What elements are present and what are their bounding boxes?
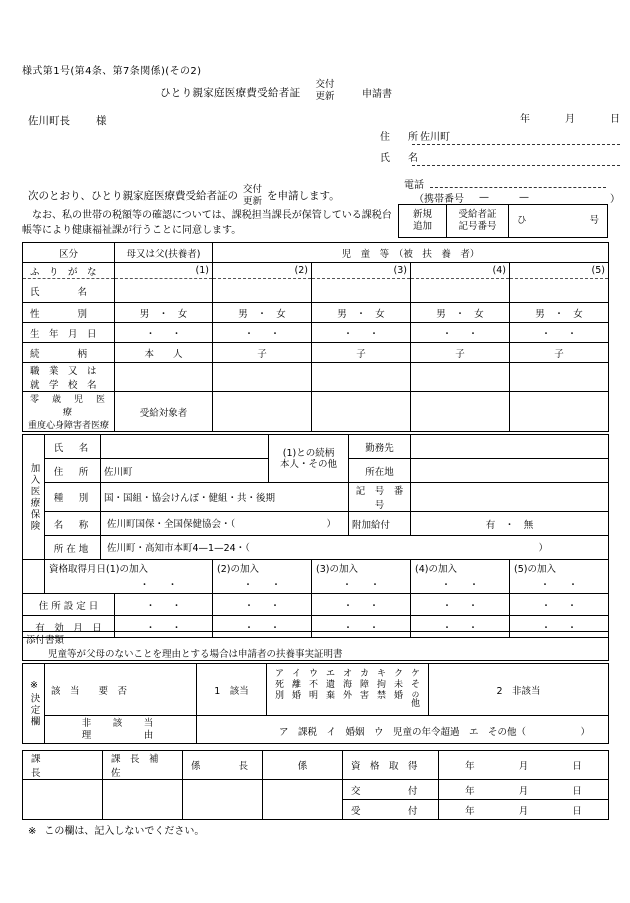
- approval-row-label-2: 受 付: [343, 800, 439, 820]
- renew-label: 更新: [315, 91, 335, 102]
- occupation-cell-3[interactable]: [312, 363, 411, 392]
- kana-item-7[interactable]: ク 未 婚: [393, 669, 403, 701]
- approval-label-kacho-hosa: 課 長 補 佐: [103, 751, 183, 780]
- label-disability-care: 重度心身障害者医療: [27, 421, 109, 431]
- request-text-after: を申請します。: [267, 190, 340, 202]
- attachment-cell: [23, 632, 609, 661]
- occupation-cell-4[interactable]: [411, 363, 510, 392]
- benefit-cell-2[interactable]: [213, 392, 312, 432]
- gender-cell-1[interactable]: 男 ・ 女: [115, 303, 213, 323]
- row-acquire-date: [23, 560, 609, 594]
- address-prefill: 佐川町: [420, 132, 450, 143]
- birthdate-cell-1[interactable]: ・ ・: [115, 323, 213, 343]
- insurance-label-insurer-address: 所在地: [45, 536, 101, 560]
- attachment-row: [23, 632, 609, 661]
- relationship-cell-2: 子: [213, 343, 312, 363]
- insurance-table: [22, 434, 609, 560]
- approval-row-date-2[interactable]: 年 月 日: [439, 800, 609, 820]
- insurance-symbol-number-label: 記 号 番 号: [349, 483, 411, 512]
- birthdate-cell-5[interactable]: ・ ・: [510, 323, 609, 343]
- occupation-cell-5[interactable]: [510, 363, 609, 392]
- benefit-target-label: 受給対象者: [115, 392, 213, 432]
- address-set-date-3[interactable]: ・ ・: [312, 594, 411, 616]
- request-issue-label: 交付: [243, 184, 263, 195]
- persons-table: [22, 242, 609, 432]
- acquire-date-cell-1[interactable]: 資格取得月日(1)の加入 ・ ・: [45, 560, 213, 594]
- telephone-block: [404, 176, 620, 204]
- gender-cell-4[interactable]: 男 ・ 女: [411, 303, 510, 323]
- approval-stamp-kakaricho[interactable]: [183, 780, 263, 820]
- kana-item-4[interactable]: オ 海 外: [342, 669, 352, 701]
- applicant-name-field[interactable]: [380, 147, 620, 168]
- year-label: 年: [520, 114, 530, 125]
- mobile-paren-close: ）: [610, 193, 620, 205]
- label-infant-care: 零 歳 児 医 療: [29, 395, 119, 418]
- label-address-set-date: 住 所 設 定 日: [23, 594, 115, 616]
- issue-label: 交付: [315, 79, 335, 90]
- mobile-label: （携帯番号: [414, 193, 464, 205]
- insurance-row-insurer-address: [23, 536, 609, 560]
- insurance-workplace-address-value[interactable]: [411, 459, 609, 483]
- mayor-name: 佐川町長: [28, 115, 70, 127]
- application-date[interactable]: [520, 110, 620, 125]
- certificate-suffix: 号: [589, 215, 599, 226]
- request-statement: [28, 184, 340, 207]
- certificate-number-label-cell: [447, 205, 509, 237]
- valid-date-1[interactable]: ・ ・: [115, 616, 213, 638]
- telephone-field[interactable]: [404, 176, 620, 190]
- approval-stamp-kacho-hosa[interactable]: [103, 780, 183, 820]
- certificate-prefix: ひ: [517, 215, 527, 226]
- approval-sign-row-1: [23, 780, 609, 800]
- relationship-cell-5: 子: [510, 343, 609, 363]
- insurance-workplace-address-label: 所在地: [349, 459, 411, 483]
- furigana-cell-5[interactable]: (5): [510, 263, 609, 279]
- name-cell-4[interactable]: [411, 279, 510, 303]
- label-gender: 性 別: [30, 308, 88, 320]
- issue-renew-toggle[interactable]: [312, 79, 338, 103]
- insurance-label-type: 種 別: [45, 483, 101, 512]
- address-set-date-5[interactable]: ・ ・: [510, 594, 609, 616]
- header-parent: 母又は父(扶養者): [115, 243, 213, 263]
- relationship-cell-4: 子: [411, 343, 510, 363]
- relationship-cell-3: 子: [312, 343, 411, 363]
- furigana-cell-2[interactable]: (2): [213, 263, 312, 279]
- insurance-row-type: [23, 483, 609, 512]
- address-label: 住 所: [380, 132, 422, 143]
- consent-line-2: 帳等により健康福祉課が行うことに同意します。: [22, 225, 242, 236]
- furigana-cell-4[interactable]: (4): [411, 263, 510, 279]
- address-input-line[interactable]: [412, 144, 620, 145]
- row-gender: [23, 303, 609, 323]
- insurance-vertical-label: 加入医療保険: [23, 435, 45, 560]
- addressee: [28, 113, 107, 128]
- decision-eligibility-label: 該 当 要 否: [45, 664, 197, 716]
- decision-option-ineligible[interactable]: 2 非該当: [429, 664, 609, 716]
- row-name: [23, 279, 609, 303]
- decision-row-eligibility: [23, 664, 609, 716]
- request-renew-label: 更新: [243, 195, 263, 207]
- decision-option-eligible[interactable]: 1 該当: [197, 664, 267, 716]
- kana-item-2[interactable]: ウ 不 明: [308, 669, 318, 701]
- acquire-date-cell-3[interactable]: (3)の加入 ・ ・: [312, 560, 411, 594]
- name-cell-1[interactable]: [115, 279, 213, 303]
- insurance-symbol-number-value[interactable]: [411, 483, 609, 512]
- birthdate-cell-4[interactable]: ・ ・: [411, 323, 510, 343]
- address-set-date-2[interactable]: ・ ・: [213, 594, 312, 616]
- birthdate-cell-2[interactable]: ・ ・: [213, 323, 312, 343]
- insurance-label-address: 住 所: [45, 459, 101, 483]
- name-cell-2[interactable]: [213, 279, 312, 303]
- insurance-relation-label[interactable]: (1)との続柄 本人・その他: [269, 435, 349, 483]
- label-occupation-1: 職 業 又 は: [30, 366, 97, 377]
- registration-box: [398, 204, 608, 238]
- decision-row-reason: [23, 716, 609, 744]
- acquire-date-cell-5[interactable]: (5)の加入 ・ ・: [510, 560, 609, 594]
- row-furigana: [23, 263, 609, 279]
- table-header-row: [23, 243, 609, 263]
- valid-date-4[interactable]: ・ ・: [411, 616, 510, 638]
- label-name: 氏 名: [30, 286, 88, 298]
- telephone-input-line[interactable]: [430, 187, 606, 188]
- approval-row-label-1: 交 付: [343, 780, 439, 800]
- kana-item-6[interactable]: キ 拘 禁: [376, 669, 386, 701]
- name-input-line[interactable]: [412, 165, 620, 166]
- kana-item-8[interactable]: ケ そ の 他: [410, 669, 420, 709]
- new-label: 新規: [412, 209, 432, 220]
- mobile-dash-1: —: [479, 191, 489, 203]
- day-label: 日: [610, 114, 620, 125]
- insurance-label-name: 氏 名: [45, 435, 101, 459]
- benefit-cell-4[interactable]: [411, 392, 510, 432]
- address-set-date-1[interactable]: ・ ・: [115, 594, 213, 616]
- insurance-workplace-label: 勤務先: [349, 435, 411, 459]
- row-occupation: [23, 363, 609, 392]
- occupation-cell-1[interactable]: [115, 363, 213, 392]
- insurance-type-value[interactable]: 国・国組・協会けんぽ・健組・共・後期: [101, 483, 349, 512]
- name-cell-3[interactable]: [312, 279, 411, 303]
- insurance-row-name: [23, 435, 609, 459]
- insurance-extra-benefit-value[interactable]: 有 ・ 無: [411, 512, 609, 536]
- mobile-dash-2: —: [519, 191, 529, 203]
- acquire-date-cell-4[interactable]: (4)の加入 ・ ・: [411, 560, 510, 594]
- request-text-before: 次のとおり、ひとり親家庭医療費受給者証の: [28, 190, 238, 202]
- approval-label-kakaricho: 係 長: [183, 751, 263, 780]
- decision-ineligible-reasons[interactable]: ア 課税 イ 婚姻 ウ 児童の年令超過 エ その他（ ）: [197, 716, 609, 744]
- certificate-label-line1: 受給者証: [458, 209, 497, 220]
- label-birthdate: 生 年 月 日: [30, 328, 97, 340]
- valid-date-5[interactable]: ・ ・: [510, 616, 609, 638]
- form-title: ひとり親家庭医療費受給者証: [160, 87, 301, 99]
- footnote-mark: ※: [28, 826, 37, 837]
- insurance-extra-benefit-label: 附加給付: [349, 512, 411, 536]
- approval-label-kacho: 課 長: [23, 751, 103, 780]
- kana-item-5[interactable]: カ 障 害: [359, 669, 369, 701]
- insurance-address-value[interactable]: 佐川町: [101, 459, 269, 483]
- month-label: 月: [565, 114, 575, 125]
- insurance-label-insurer: 名 称: [45, 512, 101, 536]
- consent-line-1: なお、私の世帯の税額等の確認については、課税担当課長が保管している課税台: [22, 210, 392, 221]
- applicant-info: [380, 126, 620, 168]
- approval-stamp-kakari[interactable]: [263, 780, 343, 820]
- decision-ineligible-reason-label: 非 該 当 理 由: [45, 716, 197, 744]
- insurance-workplace-value[interactable]: [411, 435, 609, 459]
- dates-table: [22, 559, 609, 638]
- acquire-date-cell-2[interactable]: (2)の加入 ・ ・: [213, 560, 312, 594]
- valid-date-2[interactable]: ・ ・: [213, 616, 312, 638]
- approval-header-row: [23, 751, 609, 780]
- insurance-insurer-value[interactable]: 佐川町国保・全国保健協会・（ ）: [101, 512, 349, 536]
- applicant-address-field[interactable]: [380, 126, 620, 147]
- honorific: 様: [96, 115, 107, 127]
- approval-row-date-0[interactable]: 年 月 日: [439, 751, 609, 780]
- label-occupation-2: 就 学 校 名: [30, 380, 97, 391]
- decision-reason-kana-grid[interactable]: [267, 664, 429, 716]
- benefit-cell-5[interactable]: [510, 392, 609, 432]
- relationship-cell-1: 本 人: [115, 343, 213, 363]
- decision-vertical-label: ※決定欄: [23, 664, 45, 744]
- approval-row-label-0: 資 格 取 得: [343, 751, 439, 780]
- form-code: 様式第1号(第4条、第7条関係)(その2): [22, 66, 202, 77]
- header-kubun: 区分: [23, 243, 115, 263]
- name-cell-5[interactable]: [510, 279, 609, 303]
- row-address-set-date: [23, 594, 609, 616]
- kana-item-1[interactable]: イ 離 婚: [291, 669, 301, 701]
- gender-cell-5[interactable]: 男 ・ 女: [510, 303, 609, 323]
- footnote: [28, 822, 204, 837]
- mobile-field[interactable]: [404, 190, 620, 204]
- attachment-table: [22, 631, 609, 661]
- row-relationship: [23, 343, 609, 363]
- label-furigana: ふ り が な: [30, 266, 97, 278]
- add-label: 追加: [412, 221, 432, 232]
- insurance-row-insurer-name: [23, 512, 609, 536]
- kana-item-0[interactable]: ア 死 別: [274, 669, 284, 701]
- insurance-insurer-address-value[interactable]: 佐川町・高知市本町4—1—24・（ ）: [101, 536, 609, 560]
- gender-cell-2[interactable]: 男 ・ 女: [213, 303, 312, 323]
- birthdate-cell-3[interactable]: ・ ・: [312, 323, 411, 343]
- label-valid-date: 有 効 月 日: [23, 616, 115, 638]
- valid-date-3[interactable]: ・ ・: [312, 616, 411, 638]
- furigana-cell-3[interactable]: (3): [312, 263, 411, 279]
- decision-table: [22, 663, 609, 744]
- approval-stamp-kacho[interactable]: [23, 780, 103, 820]
- row-other-benefits: [23, 392, 609, 432]
- footnote-text: この欄は、記入しないでください。: [44, 826, 205, 837]
- row-birthdate: [23, 323, 609, 343]
- kana-item-3[interactable]: エ 遺 棄: [325, 669, 335, 701]
- attachment-text: 児童等が父母のないことを理由とする場合は申請者の扶養事実証明書: [48, 649, 343, 660]
- occupation-cell-2[interactable]: [213, 363, 312, 392]
- approval-label-kakari: 係: [263, 751, 343, 780]
- request-issue-renew-toggle[interactable]: [243, 184, 262, 207]
- approval-table: [22, 750, 609, 820]
- name-label: 氏 名: [380, 153, 422, 164]
- telephone-label: 電話: [404, 180, 424, 191]
- approval-row-date-1[interactable]: 年 月 日: [439, 780, 609, 800]
- benefit-cell-3[interactable]: [312, 392, 411, 432]
- furigana-cell-1[interactable]: (1): [115, 263, 213, 279]
- label-relationship: 続 柄: [30, 348, 88, 360]
- consent-statement: [22, 208, 398, 238]
- gender-cell-3[interactable]: 男 ・ 女: [312, 303, 411, 323]
- new-or-add-cell[interactable]: [399, 205, 447, 237]
- certificate-label-line2: 記号番号: [458, 221, 497, 232]
- insurance-name-value[interactable]: [101, 435, 269, 459]
- address-set-date-4[interactable]: ・ ・: [411, 594, 510, 616]
- certificate-number-input-cell[interactable]: [509, 205, 607, 237]
- application-label: 申請書: [362, 89, 392, 100]
- attachment-title: 添付書類: [26, 635, 65, 646]
- header-children: 児 童 等 （被 扶 養 者）: [213, 243, 609, 263]
- spacer-left-1: [23, 560, 45, 594]
